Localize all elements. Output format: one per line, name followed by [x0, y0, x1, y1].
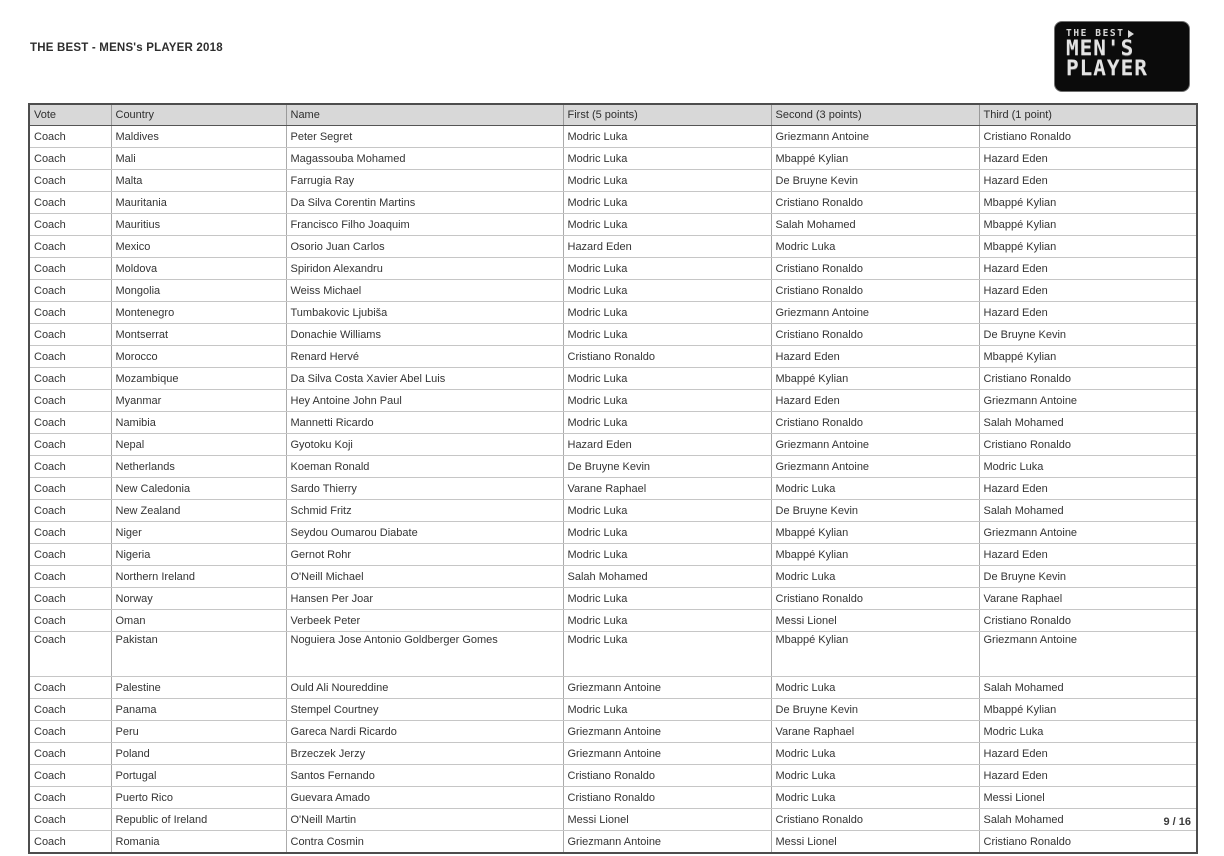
- table-cell: Guevara Amado: [286, 787, 563, 809]
- table-cell: Mauritania: [111, 192, 286, 214]
- table-cell: Modric Luka: [563, 588, 771, 610]
- table-cell: De Bruyne Kevin: [563, 456, 771, 478]
- table-cell: Modric Luka: [563, 522, 771, 544]
- table-cell: Hazard Eden: [979, 743, 1197, 765]
- table-cell: Hazard Eden: [979, 258, 1197, 280]
- table-cell: Mbappé Kylian: [771, 148, 979, 170]
- table-cell: De Bruyne Kevin: [979, 324, 1197, 346]
- table-cell: Salah Mohamed: [771, 214, 979, 236]
- table-cell: Coach: [29, 258, 111, 280]
- table-row: [29, 192, 1197, 214]
- table-cell: Griezmann Antoine: [979, 632, 1197, 677]
- table-cell: Hazard Eden: [771, 346, 979, 368]
- table-cell: Salah Mohamed: [979, 809, 1197, 831]
- table-cell: Cristiano Ronaldo: [979, 610, 1197, 632]
- table-cell: Varane Raphael: [771, 721, 979, 743]
- table-cell: Messi Lionel: [771, 831, 979, 854]
- table-row: [29, 412, 1197, 434]
- table-cell: Modric Luka: [563, 148, 771, 170]
- table-cell: Moldova: [111, 258, 286, 280]
- logo-mens-text: MEN'S: [1066, 36, 1135, 60]
- table-cell: Modric Luka: [771, 566, 979, 588]
- table-cell: Coach: [29, 192, 111, 214]
- table-cell: Magassouba Mohamed: [286, 148, 563, 170]
- table-cell: Coach: [29, 544, 111, 566]
- table-cell: Ould Ali Noureddine: [286, 677, 563, 699]
- table-cell: Modric Luka: [979, 456, 1197, 478]
- table-cell: Republic of Ireland: [111, 809, 286, 831]
- table-cell: Cristiano Ronaldo: [771, 588, 979, 610]
- table-cell: Nigeria: [111, 544, 286, 566]
- table-cell: Coach: [29, 632, 111, 677]
- table-cell: Mbappé Kylian: [979, 214, 1197, 236]
- table-cell: Mbappé Kylian: [771, 544, 979, 566]
- table-row: [29, 346, 1197, 368]
- table-cell: Modric Luka: [771, 677, 979, 699]
- table-row: [29, 566, 1197, 588]
- table-row: [29, 456, 1197, 478]
- table-cell: De Bruyne Kevin: [979, 566, 1197, 588]
- table-cell: New Zealand: [111, 500, 286, 522]
- table-cell: Modric Luka: [771, 787, 979, 809]
- table-row: [29, 699, 1197, 721]
- table-cell: Panama: [111, 699, 286, 721]
- table-cell: Coach: [29, 699, 111, 721]
- table-cell: Mbappé Kylian: [979, 699, 1197, 721]
- table-cell: Mbappé Kylian: [771, 522, 979, 544]
- the-best-mens-player-logo: [1054, 21, 1190, 92]
- table-cell: Myanmar: [111, 390, 286, 412]
- table-cell: Coach: [29, 390, 111, 412]
- table-cell: Griezmann Antoine: [979, 390, 1197, 412]
- table-cell: Griezmann Antoine: [771, 456, 979, 478]
- table-cell: Modric Luka: [563, 214, 771, 236]
- table-cell: Cristiano Ronaldo: [771, 192, 979, 214]
- table-row: [29, 368, 1197, 390]
- table-cell: Koeman Ronald: [286, 456, 563, 478]
- table-cell: Coach: [29, 346, 111, 368]
- table-row: [29, 544, 1197, 566]
- page-number: 9 / 16: [1163, 816, 1191, 828]
- table-cell: Mannetti Ricardo: [286, 412, 563, 434]
- table-cell: Cristiano Ronaldo: [979, 126, 1197, 148]
- table-cell: Griezmann Antoine: [563, 721, 771, 743]
- table-cell: Varane Raphael: [979, 588, 1197, 610]
- table-cell: Modric Luka: [563, 610, 771, 632]
- logo-player-text: PLAYER: [1066, 55, 1148, 80]
- table-cell: Seydou Oumarou Diabate: [286, 522, 563, 544]
- table-cell: Coach: [29, 236, 111, 258]
- table-cell: Hazard Eden: [979, 765, 1197, 787]
- table-cell: Coach: [29, 148, 111, 170]
- table-cell: Coach: [29, 765, 111, 787]
- table-cell: Contra Cosmin: [286, 831, 563, 854]
- table-cell: Coach: [29, 368, 111, 390]
- table-cell: Sardo Thierry: [286, 478, 563, 500]
- table-cell: Osorio Juan Carlos: [286, 236, 563, 258]
- table-row: [29, 522, 1197, 544]
- table-cell: Griezmann Antoine: [563, 743, 771, 765]
- table-cell: Hazard Eden: [563, 434, 771, 456]
- table-cell: Portugal: [111, 765, 286, 787]
- table-row: [29, 632, 1197, 677]
- table-cell: Hazard Eden: [979, 280, 1197, 302]
- table-cell: Cristiano Ronaldo: [771, 412, 979, 434]
- table-cell: Coach: [29, 412, 111, 434]
- table-row: [29, 787, 1197, 809]
- table-cell: Modric Luka: [563, 544, 771, 566]
- table-cell: Gareca Nardi Ricardo: [286, 721, 563, 743]
- table-cell: Romania: [111, 831, 286, 854]
- table-cell: Modric Luka: [563, 368, 771, 390]
- table-cell: Puerto Rico: [111, 787, 286, 809]
- table-cell: Salah Mohamed: [979, 412, 1197, 434]
- table-header-row: [29, 104, 1197, 126]
- table-cell: O'Neill Martin: [286, 809, 563, 831]
- table-body: [29, 126, 1197, 854]
- table-cell: De Bruyne Kevin: [771, 699, 979, 721]
- table-cell: De Bruyne Kevin: [771, 500, 979, 522]
- table-cell: Mongolia: [111, 280, 286, 302]
- table-cell: Santos Fernando: [286, 765, 563, 787]
- table-cell: Modric Luka: [563, 632, 771, 677]
- table-cell: Messi Lionel: [563, 809, 771, 831]
- column-header-vote: Vote: [29, 104, 111, 126]
- table-cell: Modric Luka: [563, 412, 771, 434]
- table-cell: Messi Lionel: [979, 787, 1197, 809]
- table-row: [29, 126, 1197, 148]
- table-row: [29, 831, 1197, 854]
- table-cell: Schmid Fritz: [286, 500, 563, 522]
- table-cell: Noguiera Jose Antonio Goldberger Gomes: [286, 632, 563, 677]
- table-cell: Cristiano Ronaldo: [563, 787, 771, 809]
- table-cell: Niger: [111, 522, 286, 544]
- table-row: [29, 677, 1197, 699]
- table-row: [29, 148, 1197, 170]
- table-cell: Poland: [111, 743, 286, 765]
- table-row: [29, 258, 1197, 280]
- table-cell: Northern Ireland: [111, 566, 286, 588]
- table-row: [29, 500, 1197, 522]
- table-cell: Montserrat: [111, 324, 286, 346]
- table-cell: Renard Hervé: [286, 346, 563, 368]
- table-cell: Modric Luka: [563, 324, 771, 346]
- table-cell: Gyotoku Koji: [286, 434, 563, 456]
- table-cell: Coach: [29, 721, 111, 743]
- table-cell: Hansen Per Joar: [286, 588, 563, 610]
- table-cell: Cristiano Ronaldo: [979, 368, 1197, 390]
- table-cell: Hazard Eden: [979, 302, 1197, 324]
- table-cell: Mauritius: [111, 214, 286, 236]
- table-cell: Modric Luka: [563, 192, 771, 214]
- table-cell: Mali: [111, 148, 286, 170]
- table-cell: Modric Luka: [563, 699, 771, 721]
- column-header-name: Name: [286, 104, 563, 126]
- table-cell: Coach: [29, 434, 111, 456]
- table-cell: Coach: [29, 170, 111, 192]
- table-cell: Coach: [29, 566, 111, 588]
- page-title: THE BEST - MENS's PLAYER 2018: [30, 42, 223, 54]
- table-cell: Norway: [111, 588, 286, 610]
- table-cell: Modric Luka: [563, 302, 771, 324]
- table-cell: Mbappé Kylian: [979, 236, 1197, 258]
- table-cell: Coach: [29, 302, 111, 324]
- table-cell: Netherlands: [111, 456, 286, 478]
- table-cell: Peru: [111, 721, 286, 743]
- table-cell: Mbappé Kylian: [979, 346, 1197, 368]
- table-cell: Modric Luka: [563, 126, 771, 148]
- table-cell: Donachie Williams: [286, 324, 563, 346]
- table-cell: Gernot Rohr: [286, 544, 563, 566]
- table-cell: Cristiano Ronaldo: [771, 280, 979, 302]
- table-row: [29, 280, 1197, 302]
- table-cell: Farrugia Ray: [286, 170, 563, 192]
- table-row: [29, 302, 1197, 324]
- table-row: [29, 610, 1197, 632]
- table-cell: Modric Luka: [771, 743, 979, 765]
- table-cell: Pakistan: [111, 632, 286, 677]
- table-cell: Stempel Courtney: [286, 699, 563, 721]
- table-cell: Modric Luka: [563, 280, 771, 302]
- table-row: [29, 478, 1197, 500]
- table-cell: Varane Raphael: [563, 478, 771, 500]
- votes-table: [28, 103, 1198, 854]
- table-cell: Coach: [29, 280, 111, 302]
- table-cell: Hey Antoine John Paul: [286, 390, 563, 412]
- table-cell: Mbappé Kylian: [771, 368, 979, 390]
- table-cell: Hazard Eden: [979, 544, 1197, 566]
- table-cell: Montenegro: [111, 302, 286, 324]
- table-cell: Griezmann Antoine: [771, 126, 979, 148]
- table-cell: Griezmann Antoine: [563, 831, 771, 854]
- column-header-country: Country: [111, 104, 286, 126]
- table-cell: Coach: [29, 588, 111, 610]
- table-cell: Cristiano Ronaldo: [979, 434, 1197, 456]
- table-cell: Cristiano Ronaldo: [771, 324, 979, 346]
- table-cell: Hazard Eden: [979, 478, 1197, 500]
- table-cell: Francisco Filho Joaquim: [286, 214, 563, 236]
- table-cell: Salah Mohamed: [979, 500, 1197, 522]
- table-cell: Hazard Eden: [563, 236, 771, 258]
- table-cell: Salah Mohamed: [563, 566, 771, 588]
- table-cell: Hazard Eden: [771, 390, 979, 412]
- table-cell: Cristiano Ronaldo: [771, 258, 979, 280]
- table-cell: Peter Segret: [286, 126, 563, 148]
- table-cell: Coach: [29, 500, 111, 522]
- table-cell: New Caledonia: [111, 478, 286, 500]
- table-cell: Morocco: [111, 346, 286, 368]
- table-cell: Maldives: [111, 126, 286, 148]
- table-cell: Griezmann Antoine: [771, 302, 979, 324]
- table-cell: Coach: [29, 809, 111, 831]
- table-cell: Namibia: [111, 412, 286, 434]
- table-cell: Modric Luka: [563, 258, 771, 280]
- table-cell: Mbappé Kylian: [771, 632, 979, 677]
- table-header: [29, 104, 1197, 126]
- table-cell: Messi Lionel: [771, 610, 979, 632]
- table-cell: O'Neill Michael: [286, 566, 563, 588]
- table-cell: Oman: [111, 610, 286, 632]
- table-row: [29, 809, 1197, 831]
- table-row: [29, 236, 1197, 258]
- table-row: [29, 721, 1197, 743]
- table-cell: Brzeczek Jerzy: [286, 743, 563, 765]
- table-cell: Coach: [29, 787, 111, 809]
- table-row: [29, 390, 1197, 412]
- table-cell: Modric Luka: [563, 170, 771, 192]
- column-header-first: First (5 points): [563, 104, 771, 126]
- table-cell: Modric Luka: [771, 765, 979, 787]
- table-cell: Cristiano Ronaldo: [563, 346, 771, 368]
- table-cell: Coach: [29, 677, 111, 699]
- table-cell: Modric Luka: [771, 478, 979, 500]
- table-cell: Hazard Eden: [979, 148, 1197, 170]
- table-cell: Cristiano Ronaldo: [771, 809, 979, 831]
- table-cell: Coach: [29, 522, 111, 544]
- table-cell: Mozambique: [111, 368, 286, 390]
- table-cell: Coach: [29, 610, 111, 632]
- table-cell: Malta: [111, 170, 286, 192]
- table-cell: Verbeek Peter: [286, 610, 563, 632]
- table-cell: Modric Luka: [563, 390, 771, 412]
- table-cell: Coach: [29, 478, 111, 500]
- table-cell: Weiss Michael: [286, 280, 563, 302]
- table-cell: Salah Mohamed: [979, 677, 1197, 699]
- table-cell: Griezmann Antoine: [563, 677, 771, 699]
- table-cell: Modric Luka: [771, 236, 979, 258]
- table-cell: De Bruyne Kevin: [771, 170, 979, 192]
- table-cell: Hazard Eden: [979, 170, 1197, 192]
- table-row: [29, 434, 1197, 456]
- table-cell: Da Silva Corentin Martins: [286, 192, 563, 214]
- table-cell: Coach: [29, 324, 111, 346]
- column-header-third: Third (1 point): [979, 104, 1197, 126]
- table-cell: Cristiano Ronaldo: [979, 831, 1197, 854]
- table-cell: Griezmann Antoine: [979, 522, 1197, 544]
- table-cell: Coach: [29, 456, 111, 478]
- table-cell: Mbappé Kylian: [979, 192, 1197, 214]
- table-row: [29, 324, 1197, 346]
- table-cell: Griezmann Antoine: [771, 434, 979, 456]
- table-cell: Coach: [29, 831, 111, 854]
- table-row: [29, 214, 1197, 236]
- table-cell: Cristiano Ronaldo: [563, 765, 771, 787]
- table-cell: Coach: [29, 214, 111, 236]
- table-cell: Modric Luka: [979, 721, 1197, 743]
- table-cell: Da Silva Costa Xavier Abel Luis: [286, 368, 563, 390]
- table-cell: Tumbakovic Ljubiša: [286, 302, 563, 324]
- table-cell: Mexico: [111, 236, 286, 258]
- table-cell: Coach: [29, 743, 111, 765]
- logo-the-best-text: THE BEST: [1066, 28, 1125, 39]
- column-header-second: Second (3 points): [771, 104, 979, 126]
- table-cell: Nepal: [111, 434, 286, 456]
- table-cell: Coach: [29, 126, 111, 148]
- table-row: [29, 765, 1197, 787]
- table-cell: Modric Luka: [563, 500, 771, 522]
- table-row: [29, 170, 1197, 192]
- table-row: [29, 588, 1197, 610]
- table-row: [29, 743, 1197, 765]
- table-cell: Spiridon Alexandru: [286, 258, 563, 280]
- table-cell: Palestine: [111, 677, 286, 699]
